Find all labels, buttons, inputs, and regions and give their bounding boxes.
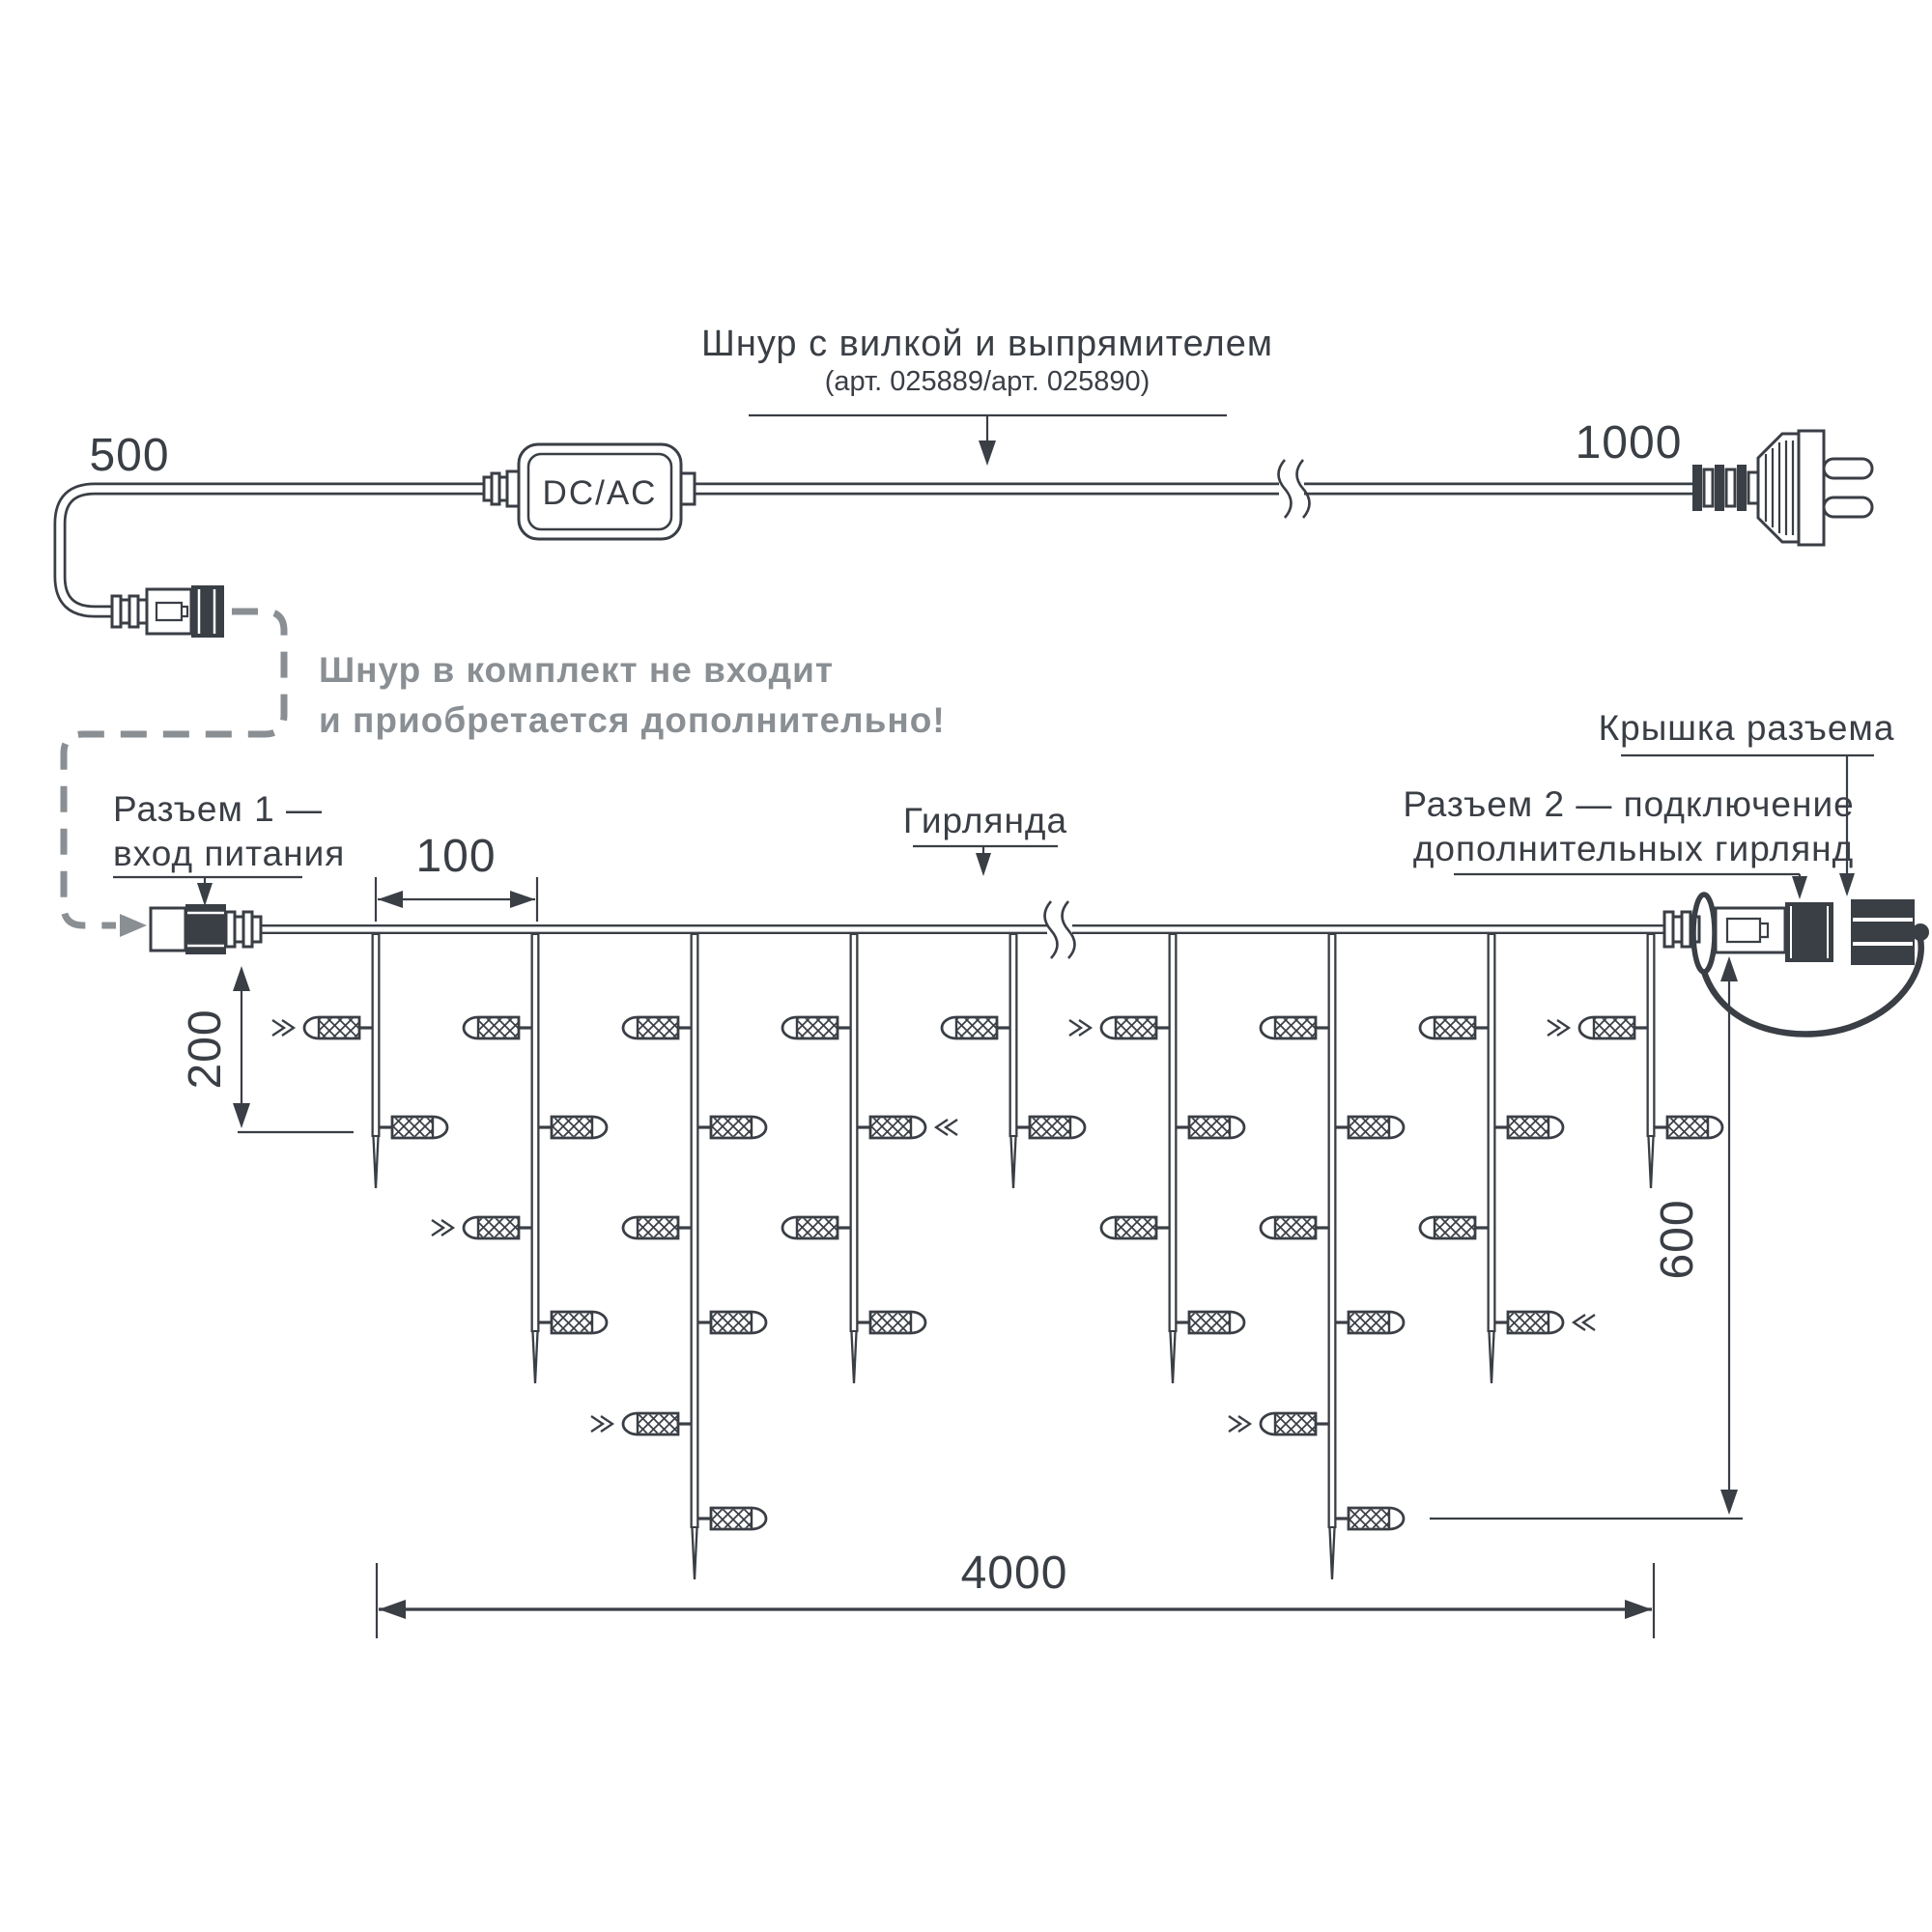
bulb-hatch <box>798 1219 837 1237</box>
direction-chevron-icon <box>272 1020 294 1036</box>
cord-articles: (арт. 025889/арт. 025890) <box>824 366 1151 397</box>
gray-arrow-icon <box>120 914 147 937</box>
cord-title-leader <box>749 415 1227 466</box>
cord-left-cable <box>60 489 488 611</box>
bulb-hatch <box>1350 1510 1388 1528</box>
drop-tip <box>1329 1526 1334 1579</box>
bulb-hatch <box>393 1119 432 1137</box>
bulb-hatch <box>639 1019 677 1037</box>
bulb-hatch <box>320 1019 358 1037</box>
cord-right-cable <box>693 460 1696 518</box>
dim-500-label: 500 <box>89 430 170 481</box>
cable-break-icon <box>1279 460 1292 518</box>
notice-line2: и приобретается дополнительно! <box>319 700 946 740</box>
connector1-label-line2: вход питания <box>113 834 346 873</box>
garland-connector1 <box>151 904 261 954</box>
bulb-hatch <box>871 1119 910 1137</box>
converter-label: DC/AC <box>542 474 658 512</box>
connector2-label-line1: Разъем 2 — подключение <box>1403 784 1855 824</box>
dim-4000-label: 4000 <box>960 1548 1068 1599</box>
bulb-hatch <box>1350 1119 1388 1137</box>
garland-string <box>259 901 1722 1579</box>
bulb-hatch <box>1117 1019 1155 1037</box>
direction-chevron-icon <box>1229 1416 1250 1432</box>
cord-output-connector <box>112 585 224 638</box>
bulb-hatch <box>712 1119 751 1137</box>
bulb-hatch <box>1190 1119 1229 1137</box>
garland-leader <box>913 846 1058 876</box>
connector1-label-line1: Разъем 1 — <box>113 789 324 829</box>
dim-1000-label: 1000 <box>1575 417 1683 469</box>
garland-label: Гирлянда <box>902 801 1068 840</box>
dimension-600 <box>1430 956 1743 1519</box>
bulb-hatch <box>1668 1119 1707 1137</box>
dimension-4000 <box>377 1548 1654 1638</box>
down-arrow-icon <box>197 883 213 906</box>
drop-tip <box>1010 1135 1015 1188</box>
direction-chevron-icon <box>1548 1020 1569 1036</box>
dim-600-label: 600 <box>1652 1199 1703 1280</box>
drop-tip <box>1648 1135 1653 1188</box>
connector1-leader <box>113 877 302 906</box>
drop-tip <box>532 1330 537 1383</box>
direction-chevron-icon <box>1574 1315 1595 1330</box>
bulb-hatch <box>1031 1119 1069 1137</box>
cord-not-included-path <box>64 611 284 937</box>
cord-title: Шнур с вилкой и выпрямителем <box>701 324 1273 364</box>
bulb-hatch <box>1435 1219 1474 1237</box>
bulb-hatch <box>553 1119 591 1137</box>
dimension-100 <box>376 831 537 922</box>
bulb-hatch <box>1276 1415 1315 1434</box>
bulb-hatch <box>479 1219 518 1237</box>
power-plug <box>1692 431 1872 545</box>
bulb-hatch <box>1595 1019 1634 1037</box>
drop-tip <box>1170 1330 1175 1383</box>
connector2-label-line2: дополнительных гирлянд <box>1412 829 1855 868</box>
bulb-hatch <box>639 1415 677 1434</box>
garland-section <box>113 708 1929 1638</box>
connector2-leader <box>1454 874 1807 899</box>
bulb-hatch <box>1509 1119 1548 1137</box>
direction-chevron-icon <box>432 1220 453 1236</box>
bulb-hatch <box>798 1019 837 1037</box>
bulb-hatch <box>712 1510 751 1528</box>
garland-connector2 <box>1664 895 1929 1035</box>
bulb-hatch <box>712 1314 751 1332</box>
drop-tip <box>692 1526 696 1579</box>
bulb-hatch <box>871 1314 910 1332</box>
bulb-hatch <box>1117 1219 1155 1237</box>
drop-tip <box>1489 1330 1493 1383</box>
connector-cap <box>1851 899 1929 965</box>
bulb-hatch <box>1276 1219 1315 1237</box>
bulb-hatch <box>1435 1019 1474 1037</box>
bulb-hatch <box>553 1314 591 1332</box>
bulb-hatch <box>957 1019 996 1037</box>
bulb-hatch <box>479 1019 518 1037</box>
bulb-hatch <box>1509 1314 1548 1332</box>
bulb-hatch <box>1190 1314 1229 1332</box>
dc-ac-converter <box>484 444 695 539</box>
dim-200-label: 200 <box>180 1009 231 1090</box>
drop-tip <box>851 1330 856 1383</box>
direction-chevron-icon <box>591 1416 612 1432</box>
down-arrow-icon <box>976 853 991 876</box>
notice-line1: Шнур в комплект не входит <box>319 650 834 690</box>
down-arrow-icon <box>1792 876 1807 899</box>
drop-tip <box>373 1135 378 1188</box>
direction-chevron-icon <box>1069 1020 1091 1036</box>
bulb-hatch <box>1350 1314 1388 1332</box>
down-arrow-icon <box>979 440 996 466</box>
bulb-hatch <box>1276 1019 1315 1037</box>
dim-100-label: 100 <box>415 831 497 882</box>
direction-chevron-icon <box>936 1120 957 1135</box>
down-arrow-icon <box>1839 873 1855 896</box>
cap-label: Крышка разъема <box>1598 708 1895 748</box>
bulb-hatch <box>639 1219 677 1237</box>
dimension-200 <box>180 966 354 1132</box>
